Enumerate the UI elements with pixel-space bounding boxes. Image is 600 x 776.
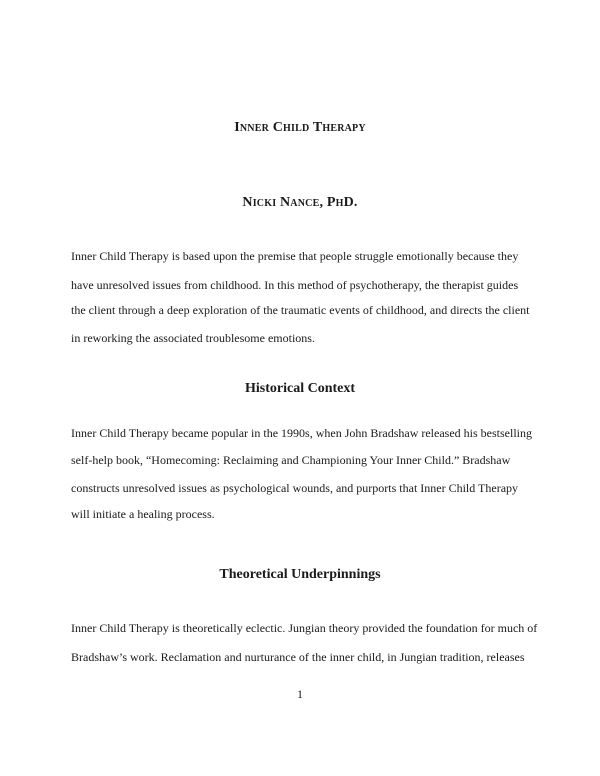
page-number: 1 [297,687,303,701]
paragraph-line: in reworking the associated troublesome emotions. [71,331,315,345]
paragraph-line: will initiate a healing process. [71,507,215,521]
paragraph-line: the client through a deep exploration of the traumatic events of childhood, and directs the client [71,303,530,317]
paragraph-line: Inner Child Therapy is theoretically eclectic. Jungian theory provided the foundation for much of [71,621,538,635]
paragraph-line: have unresolved issues from childhood. In this method of psychotherapy, the therapist guides [71,278,519,292]
paragraph-line: Inner Child Therapy became popular in the 1990s, when John Bradshaw released his bestselling [71,426,532,440]
document-title: Inner Child Therapy [234,120,366,135]
paragraph-line: self-help book, “Homecoming: Reclaiming and Championing Your Inner Child.” Bradshaw [71,453,511,467]
paragraph-line: Inner Child Therapy is based upon the premise that people struggle emotionally because they [71,249,519,263]
paragraph-line: Bradshaw’s work. Reclamation and nurturance of the inner child, in Jungian tradition, releases [71,650,525,664]
paragraph-line: constructs unresolved issues as psychological wounds, and purports that Inner Child Therapy [71,481,519,495]
document-author: Nicki Nance, PhD. [242,195,358,210]
section-heading-historical-context: Historical Context [244,381,356,396]
section-heading-theoretical-underpinnings: Theoretical Underpinnings [219,567,381,582]
